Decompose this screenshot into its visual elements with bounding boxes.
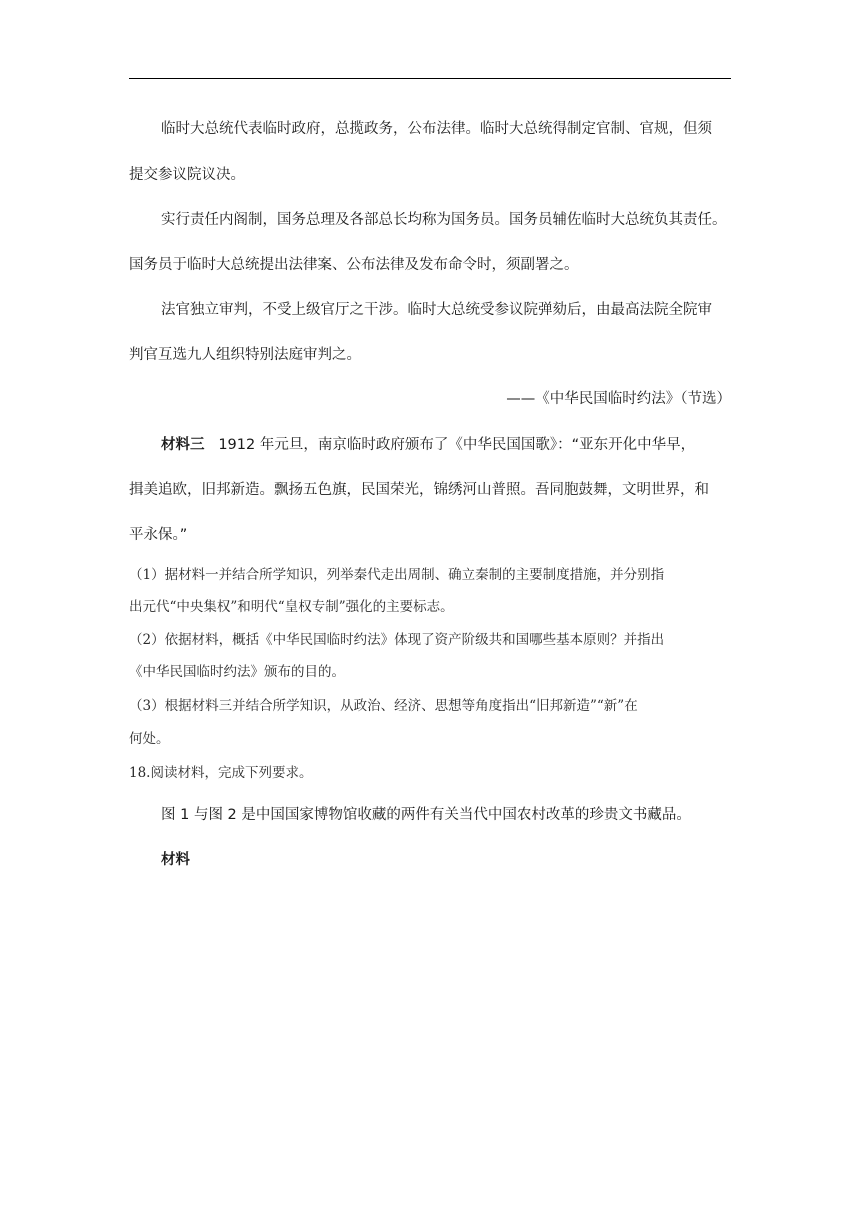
material2-p2-line1: 实行责任内阁制，国务总理及各部总长均称为国务员。国务员辅佐临时大总统负其责任。 [161,212,727,228]
question-18-material-label: 材料 [161,852,190,868]
header-rule [129,78,731,79]
question-18-header: 18.阅读材料，完成下列要求。 [129,765,313,781]
question-1-line1: （1）据材料一并结合所学知识，列举秦代走出周制、确立秦制的主要制度措施，并分别指 [129,567,665,583]
question-2-line2: 《中华民国临时约法》颁布的目的。 [129,664,345,680]
material2-p1-line1: 临时大总统代表临时政府，总揽政务，公布法律。临时大总统得制定官制、官规，但须 [161,121,712,137]
material3-line2: 揖美追欧，旧邦新造。飘扬五色旗，民国荣光，锦绣河山普照。吾同胞鼓舞，文明世界，和 [129,482,709,498]
question-3-line2: 何处。 [129,731,170,747]
material2-p2-line2: 国务员于临时大总统提出法律案、公布法律及发布命令时，须副署之。 [129,257,579,273]
material2-p3-line1: 法官独立审判，不受上级官厅之干涉。临时大总统受参议院弹劾后，由最高法院全院审 [161,302,712,318]
material3-line1-text: 1912 年元旦，南京临时政府颁布了《中华民国国歌》：“亚东开化中华早， [218,437,696,453]
question-2-line1: （2）依据材料，概括《中华民国临时约法》体现了资产阶级共和国哪些基本原则？并指出 [129,632,665,648]
material3-line3: 平永保。” [129,527,188,543]
question-1-line2: 出元代“中央集权”和明代“皇权专制”强化的主要标志。 [129,599,454,615]
question-3-line1: （3）根据材料三并结合所学知识，从政治、经济、思想等角度指出“旧邦新造”“新”在 [129,698,638,714]
material3-label: 材料三 [161,437,205,453]
material2-source: ——《中华民国临时约法》（节选） [506,391,731,407]
material2-p3-line2: 判官互选九人组织特别法庭审判之。 [129,347,361,363]
question-18-intro: 图 1 与图 2 是中国国家博物馆收藏的两件有关当代中国农村改革的珍贵文书藏品。 [161,807,691,823]
material3-line1 [161,435,731,455]
material2-p1-line2: 提交参议院议决。 [129,167,245,183]
